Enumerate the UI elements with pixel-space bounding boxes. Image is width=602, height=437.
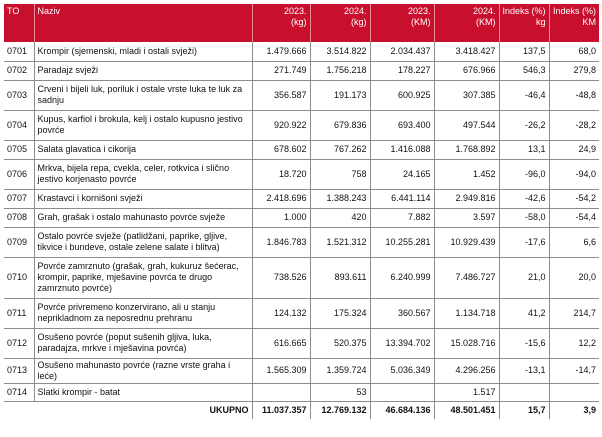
row-index-kg [499,383,549,401]
row-kg-2023: 1.565.309 [252,358,310,383]
header-kg-2023: 2023. (kg) [252,4,310,42]
trade-table-container [4,4,599,419]
table-row [4,189,599,208]
row-name: Povrće zamrznuto (grašak, grah, kukuruz šećerac, krompir, paprike, mješavine povrća te drugo zamrznuto povrće) [34,257,252,298]
row-km-2024: 676.966 [434,61,499,80]
row-km-2023: 6.240.999 [370,257,434,298]
header-name: Naziv [34,4,252,42]
row-index-km: -14,7 [549,358,599,383]
row-index-km: 279,8 [549,61,599,80]
row-index-kg: 137,5 [499,42,549,61]
row-kg-2024: 420 [310,208,370,227]
row-km-2023: 5.036.349 [370,358,434,383]
table-row [4,42,599,61]
row-index-kg: -46,4 [499,80,549,110]
row-index-km: 12,2 [549,328,599,358]
row-code: 0701 [4,42,34,61]
row-kg-2024: 1.359.724 [310,358,370,383]
row-kg-2023 [252,383,310,401]
row-index-km: 20,0 [549,257,599,298]
row-index-kg: 546,3 [499,61,549,80]
row-km-2024: 4.296.256 [434,358,499,383]
row-name: Salata glavatica i cikorija [34,140,252,159]
row-name: Ostalo povrće svježe (patlidžani, paprike, gljive, tikvice i bundeve, ostale zelene salate i blitva) [34,227,252,257]
table-row [4,298,599,328]
total-km-2024: 48.501.451 [434,401,499,419]
total-kg-2024: 12.769.132 [310,401,370,419]
table-row [4,80,599,110]
row-km-2023: 6.441.114 [370,189,434,208]
row-name: Grah, grašak i ostalo mahunasto povrće svježe [34,208,252,227]
row-km-2024: 2.949.816 [434,189,499,208]
header-kg-2024: 2024. (kg) [310,4,370,42]
row-index-kg: -26,2 [499,110,549,140]
row-code: 0711 [4,298,34,328]
total-index-kg: 15,7 [499,401,549,419]
row-km-2023: 178.227 [370,61,434,80]
table-row [4,358,599,383]
row-kg-2024: 3.514.822 [310,42,370,61]
row-km-2023: 693.400 [370,110,434,140]
row-kg-2023: 271.749 [252,61,310,80]
row-code: 0710 [4,257,34,298]
row-km-2024: 1.134.718 [434,298,499,328]
row-code: 0708 [4,208,34,227]
row-index-km: -54,2 [549,189,599,208]
row-code: 0713 [4,358,34,383]
total-index-km: 3,9 [583,404,596,415]
row-index-km: -28,2 [549,110,599,140]
row-km-2023: 13.394.702 [370,328,434,358]
row-index-kg: 41,2 [499,298,549,328]
row-index-km: 6,6 [549,227,599,257]
row-km-2023: 2.034.437 [370,42,434,61]
row-kg-2024: 767.262 [310,140,370,159]
row-index-kg: 21,0 [499,257,549,298]
row-index-kg: -42,6 [499,189,549,208]
row-name: Crveni i bijeli luk, poriluk i ostale vrste luka te luk za sadnju [34,80,252,110]
total-km-2023: 46.684.136 [370,401,434,419]
header-km-2024: 2024. (KM) [434,4,499,42]
row-name: Slatki krompir - batat [34,383,252,401]
row-km-2023 [370,383,434,401]
row-kg-2024: 191.173 [310,80,370,110]
row-km-2023: 7.882 [370,208,434,227]
row-km-2024: 1.452 [434,159,499,189]
table-row [4,383,599,401]
row-kg-2023: 124.132 [252,298,310,328]
row-kg-2023: 920.922 [252,110,310,140]
total-label: UKUPNO [4,401,252,419]
row-km-2024: 3.597 [434,208,499,227]
table-row [4,110,599,140]
row-name: Povrće privremeno konzervirano, ali u stanju neprikladnom za neposrednu prehranu [34,298,252,328]
row-index-km: -48,8 [549,80,599,110]
row-kg-2024: 53 [310,383,370,401]
row-index-km: 24,9 [549,140,599,159]
row-index-kg: -13,1 [499,358,549,383]
row-kg-2023: 356.587 [252,80,310,110]
row-code: 0704 [4,110,34,140]
row-index-km: 214,7 [549,298,599,328]
table-row [4,159,599,189]
row-kg-2024: 893.611 [310,257,370,298]
row-kg-2024: 1.521.312 [310,227,370,257]
row-code: 0702 [4,61,34,80]
row-index-km: -54,4 [549,208,599,227]
row-km-2024: 3.418.427 [434,42,499,61]
row-code: 0706 [4,159,34,189]
row-km-2024: 1.768.892 [434,140,499,159]
row-kg-2023: 18.720 [252,159,310,189]
row-km-2023: 360.567 [370,298,434,328]
row-km-2023: 600.925 [370,80,434,110]
header-km-2023: 2023. (KM) [370,4,434,42]
row-km-2023: 10.255.281 [370,227,434,257]
row-km-2024: 497.544 [434,110,499,140]
row-code: 0712 [4,328,34,358]
total-row [4,401,599,419]
table-row [4,227,599,257]
header-row [4,4,599,42]
row-code: 0707 [4,189,34,208]
row-kg-2023: 1.846.783 [252,227,310,257]
header-code: TO [4,4,34,42]
header-index-km: Indeks (%) KM [549,4,599,42]
row-kg-2024: 758 [310,159,370,189]
row-km-2023: 1.416.088 [370,140,434,159]
row-name: Mrkva, bijela repa, cvekla, celer, rotkvica i slično jestivo korjenasto povrće [34,159,252,189]
row-name: Osušeno povrće (poput sušenih gljiva, luka, paradajza, mrkve i mješavina povrća) [34,328,252,358]
row-name: Kupus, karfiol i brokula, kelj i ostalo kupusno jestivo povrće [34,110,252,140]
row-kg-2023: 2.418.696 [252,189,310,208]
row-kg-2023: 1.000 [252,208,310,227]
row-kg-2024: 520.375 [310,328,370,358]
row-code: 0709 [4,227,34,257]
table-row [4,208,599,227]
row-index-km: 68,0 [549,42,599,61]
row-code: 0705 [4,140,34,159]
row-kg-2024: 175.324 [310,298,370,328]
row-km-2024: 10.929.439 [434,227,499,257]
row-name: Krastavci i kornišoni svježi [34,189,252,208]
row-kg-2024: 679.836 [310,110,370,140]
row-km-2023: 24.165 [370,159,434,189]
total-kg-2023: 11.037.357 [252,401,310,419]
row-name: Paradajz svježi [34,61,252,80]
row-index-km [549,383,599,401]
row-kg-2024: 1.756.218 [310,61,370,80]
row-index-kg: -58,0 [499,208,549,227]
row-index-km: -94,0 [549,159,599,189]
table-row [4,61,599,80]
row-index-kg: -15,6 [499,328,549,358]
row-name: Osušeno mahunasto povrće (razne vrste graha i leće) [34,358,252,383]
row-km-2024: 7.486.727 [434,257,499,298]
row-kg-2024: 1.388.243 [310,189,370,208]
row-index-kg: -17,6 [499,227,549,257]
table-row [4,140,599,159]
vegetable-trade-table [4,4,599,419]
row-km-2024: 307.385 [434,80,499,110]
row-km-2024: 1.517 [434,383,499,401]
row-code: 0703 [4,80,34,110]
header-index-kg: Indeks (%) kg [499,4,549,42]
row-index-kg: 13,1 [499,140,549,159]
row-name: Krompir (sjemenski, mladi i ostali svježi) [34,42,252,61]
row-kg-2023: 1.479.666 [252,42,310,61]
row-kg-2023: 738.526 [252,257,310,298]
row-km-2024: 15.028.716 [434,328,499,358]
row-index-kg: -96,0 [499,159,549,189]
row-kg-2023: 616.665 [252,328,310,358]
table-row [4,328,599,358]
table-row [4,257,599,298]
row-code: 0714 [4,383,34,401]
row-kg-2023: 678.602 [252,140,310,159]
